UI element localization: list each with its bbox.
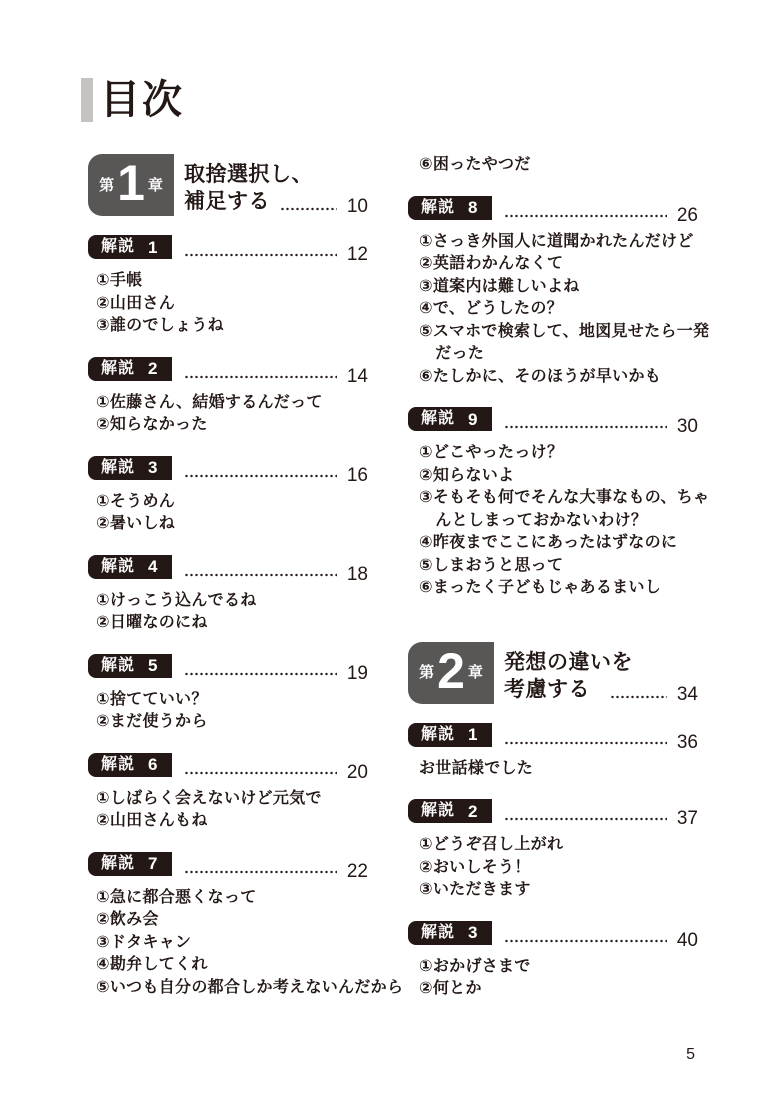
section-label-box <box>88 456 172 480</box>
toc-item: ③道案内は難しいよね <box>419 277 580 295</box>
section-label: 解説 <box>421 923 456 941</box>
toc-item-list <box>88 270 408 338</box>
section-page-ref: 16 <box>346 464 368 486</box>
chapter-suffix: 章 <box>147 176 163 194</box>
section-label-box <box>408 921 492 945</box>
chapter-page-ref: 34 <box>676 683 698 705</box>
dot-leader <box>184 253 337 257</box>
dot-leader <box>184 870 337 874</box>
toc-item-group <box>408 154 715 177</box>
toc-item: ②おいしそう！ <box>419 858 531 876</box>
toc-item: ①捨てていい？ <box>96 690 208 708</box>
chapter-title <box>184 154 368 216</box>
dot-leader <box>184 672 337 676</box>
toc-item-list <box>408 154 715 177</box>
dot-leader <box>504 214 667 218</box>
section-entry <box>88 456 408 536</box>
dot-leader <box>504 425 667 429</box>
section-entry <box>88 654 408 734</box>
section-number: 8 <box>468 198 478 217</box>
toc-columns <box>88 154 775 1001</box>
section-page-ref: 20 <box>346 761 368 783</box>
toc-item: ⑥まったく子どもじゃあるまいし <box>419 579 662 596</box>
section-label-box <box>88 654 172 678</box>
section-entry <box>88 555 408 635</box>
dot-leader <box>504 741 667 745</box>
section-label: 解説 <box>421 410 456 427</box>
dot-leader <box>504 939 667 943</box>
chapter-number: 2 <box>437 642 465 699</box>
dot-leader <box>184 771 337 775</box>
section-head <box>88 456 368 485</box>
toc-item: ②英語わかんなくて <box>419 255 564 272</box>
section-number: 4 <box>148 557 158 576</box>
toc-item: ⑥困ったやつだ <box>419 156 531 173</box>
section-head <box>408 723 698 752</box>
dot-leader <box>184 474 337 478</box>
section-page-ref: 40 <box>676 929 698 951</box>
section-entry <box>408 723 715 781</box>
section-page-ref: 37 <box>676 808 698 829</box>
section-label: 解説 <box>101 755 136 773</box>
section-page-ref: 18 <box>346 563 368 585</box>
section-head <box>408 407 698 436</box>
section-label-box <box>88 555 172 579</box>
chapter-number-box <box>408 642 494 704</box>
section-head <box>88 852 368 881</box>
toc-item: ①どこやったっけ？ <box>419 444 564 461</box>
section-entry <box>408 407 715 600</box>
toc-item: ②暑いしね <box>96 515 176 532</box>
toc-item: ①しばらく会えないけど元気で <box>96 789 322 807</box>
toc-item-list <box>88 788 408 833</box>
dot-leader <box>184 375 337 379</box>
page-number: 5 <box>686 1046 695 1063</box>
section-label: 解説 <box>101 359 136 377</box>
section-label-box <box>88 235 172 259</box>
chapter-number-box <box>88 154 174 216</box>
chapter-prefix: 第 <box>419 664 435 681</box>
toc-column-left <box>88 154 408 999</box>
section-label: 解説 <box>101 656 136 674</box>
toc-item: ②山田さん <box>96 294 176 312</box>
section-label: 解説 <box>101 854 136 872</box>
section-number: 3 <box>468 923 478 942</box>
section-entry <box>408 799 715 902</box>
section-number: 2 <box>468 801 478 821</box>
toc-item: ②飲み会 <box>96 911 159 928</box>
toc-item: ①どうぞ召し上がれ <box>419 836 564 853</box>
toc-column-right <box>408 154 715 1001</box>
section-label-box <box>88 753 172 777</box>
toc-item-list <box>88 491 408 536</box>
section-head <box>88 753 368 782</box>
section-number: 5 <box>148 656 158 675</box>
section-label: 解説 <box>101 238 136 255</box>
toc-item: ⑥たしかに、そのほうが早いかも <box>419 367 662 385</box>
toc-item: ①手帳 <box>96 272 143 289</box>
toc-item-list <box>88 392 408 437</box>
section-page-ref: 26 <box>676 204 698 226</box>
chapter-page-ref: 10 <box>346 196 368 217</box>
dot-leader <box>184 573 337 577</box>
section-entry <box>88 852 408 1000</box>
section-entry <box>408 921 715 1001</box>
toc-item: ②まだ使うから <box>96 713 208 730</box>
chapter-prefix: 第 <box>99 176 115 194</box>
toc-item: ④で、どうしたの？ <box>419 300 563 317</box>
chapter-suffix: 章 <box>467 664 483 681</box>
chapter-title-line2: 補足する <box>184 190 270 213</box>
section-page-ref: 22 <box>346 860 368 882</box>
section-label-box <box>408 799 492 823</box>
section-entry <box>408 196 715 389</box>
section-number: 3 <box>148 458 158 477</box>
section-number: 9 <box>468 409 478 429</box>
section-head <box>88 357 368 386</box>
section-label-box <box>408 723 492 747</box>
dot-leader <box>610 695 667 699</box>
toc-item-list <box>408 442 715 600</box>
chapter-title-row2 <box>184 188 368 216</box>
toc-item: ②日曜なのにね <box>96 614 208 631</box>
section-label: 解説 <box>421 725 456 743</box>
toc-item-list <box>88 689 408 734</box>
section-number: 2 <box>148 359 158 378</box>
section-number: 7 <box>148 854 158 873</box>
section-page-ref: 19 <box>346 662 368 684</box>
section-head <box>88 555 368 584</box>
toc-item: ①そうめん <box>96 492 176 510</box>
dot-leader <box>280 207 337 211</box>
page-title: 目次 <box>100 78 184 122</box>
chapter-title-row2 <box>504 676 698 704</box>
toc-item: ④勘弁してくれ <box>96 956 208 973</box>
toc-item: ③誰のでしょうね <box>96 317 224 334</box>
toc-item: ⑤スマホで検索して、地図見せたら一発だった <box>419 322 710 362</box>
section-label: 解説 <box>101 458 136 476</box>
toc-item: ④昨夜までここにあったはずなのに <box>419 534 678 551</box>
toc-item: ②知らないよ <box>419 466 515 484</box>
section-head <box>408 799 698 828</box>
toc-item: ①佐藤さん、結婚するんだって <box>96 393 323 411</box>
toc-item: お世話様でした <box>419 759 534 777</box>
toc-item: ①さっき外国人に道聞かれたんだけど <box>419 232 694 250</box>
toc-item-list <box>408 956 715 1001</box>
page-title-block <box>81 78 775 124</box>
toc-item: ②知らなかった <box>96 416 208 433</box>
toc-item: ③いただきます <box>419 881 531 898</box>
section-entry <box>88 235 408 338</box>
section-label-box <box>408 407 492 431</box>
toc-item: ①急に都合悪くなって <box>96 888 257 906</box>
section-entry <box>88 357 408 437</box>
section-head <box>88 654 368 683</box>
section-number: 1 <box>148 237 158 257</box>
toc-item: ⑤しまおうと思って <box>419 556 564 574</box>
chapter-title <box>504 642 698 704</box>
toc-item-list <box>408 834 715 902</box>
chapter-title-line1: 取捨選択し、 <box>184 163 313 186</box>
toc-item: ②山田さんもね <box>96 812 208 829</box>
section-number: 1 <box>468 725 478 744</box>
toc-item: ①おかげさまで <box>419 957 531 975</box>
chapter-entry <box>408 642 715 704</box>
section-label: 解説 <box>421 198 456 216</box>
chapter-entry <box>88 154 408 216</box>
title-accent-bar <box>81 78 93 122</box>
section-label-box <box>88 357 172 381</box>
section-label-box <box>408 196 492 220</box>
section-page-ref: 14 <box>346 365 368 387</box>
toc-item: ①けっこう込んでるね <box>96 591 257 609</box>
chapter-title-line1: 発想の違いを <box>504 650 633 674</box>
section-head <box>408 196 698 225</box>
section-head <box>408 921 698 950</box>
chapter-title-line2: 考慮する <box>504 677 590 701</box>
toc-item: ③ドタキャン <box>96 933 192 951</box>
toc-item: ②何とか <box>419 980 482 997</box>
toc-item: ⑤いつも自分の都合しか考えないんだから <box>96 978 404 996</box>
toc-item-list <box>408 758 715 781</box>
section-number: 6 <box>148 755 158 774</box>
section-label: 解説 <box>421 802 456 819</box>
chapter-number: 1 <box>117 155 145 211</box>
section-page-ref: 12 <box>346 244 368 265</box>
section-page-ref: 30 <box>676 416 698 437</box>
section-label: 解説 <box>101 557 136 575</box>
toc-item-list <box>88 590 408 635</box>
toc-item-list <box>88 887 408 1000</box>
toc-item-list <box>408 231 715 389</box>
section-page-ref: 36 <box>676 731 698 753</box>
section-label-box <box>88 852 172 876</box>
section-entry <box>88 753 408 833</box>
section-head <box>88 235 368 264</box>
dot-leader <box>504 817 667 821</box>
toc-item: ③そもそも何でそんな大事なもの、ちゃんとしまっておかないわけ？ <box>419 489 710 529</box>
